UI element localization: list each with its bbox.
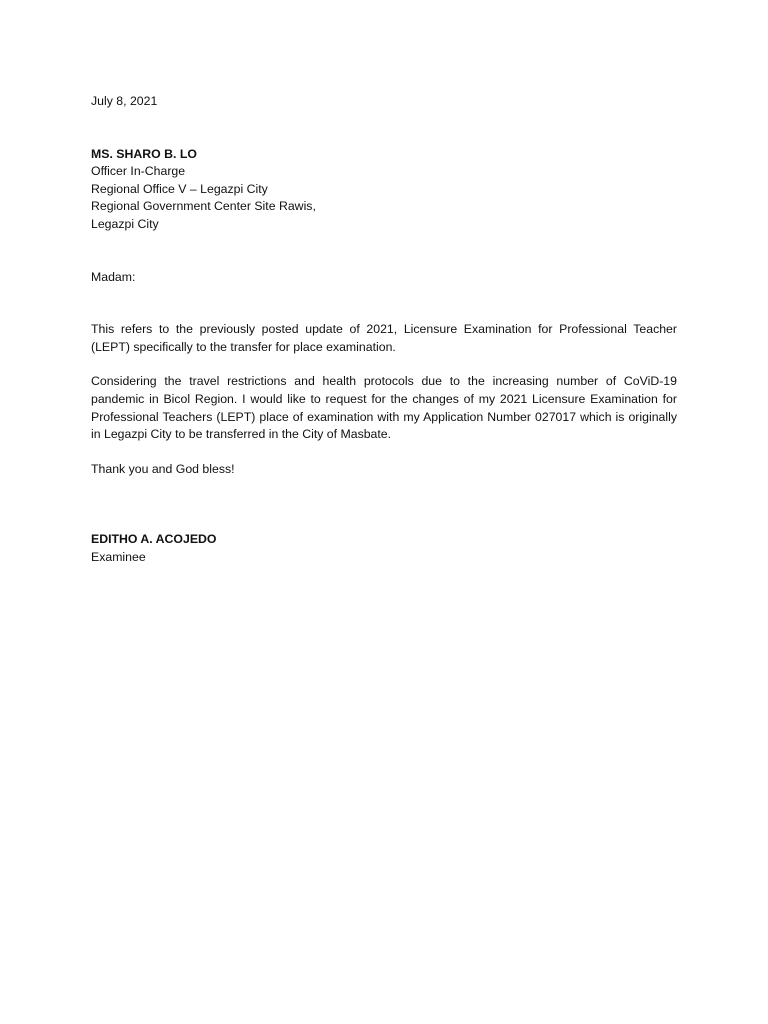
signature-role: Examinee [91, 549, 146, 564]
body-paragraph-1: This refers to the previously posted update of 2021, Licensure Examination for Professional Teacher (LEPT) specifically to the transfer for place examination. [91, 322, 677, 354]
signature-name: EDITHO A. ACOJEDO [91, 532, 217, 547]
recipient-block [91, 146, 677, 234]
recipient-office: Regional Office V – Legazpi City [91, 181, 268, 196]
recipient-address-line-1: Regional Government Center Site Rawis, [91, 199, 316, 214]
salutation: Madam: [91, 269, 136, 284]
letter-date: July 8, 2021 [91, 94, 158, 108]
closing-line: Thank you and God bless! [91, 461, 235, 476]
recipient-address-line-2: Legazpi City [91, 216, 159, 231]
letter-page [91, 93, 677, 567]
body-paragraph-2: Considering the travel restrictions and health protocols due to the increasing number of CoViD-19 pandemic in Bicol Region. I would like to request for the changes of my 2021 Licensure Examination for Professional Teachers (LEPT) place of examination with my Application Number 027017 which is originally in Legazpi City to be transferred in the City of Masbate. [91, 374, 677, 442]
signature-block [91, 531, 677, 566]
recipient-title: Officer In-Charge [91, 164, 186, 179]
recipient-name: MS. SHARO B. LO [91, 146, 197, 161]
